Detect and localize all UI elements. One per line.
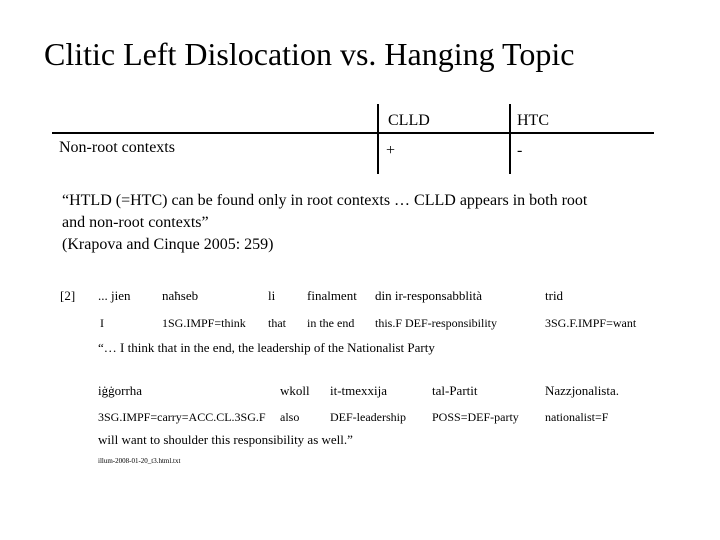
example-translation-1: “… I think that in the end, the leadership of the Nationalist Party bbox=[98, 340, 435, 355]
example-word: li bbox=[268, 288, 276, 303]
table-divider-1 bbox=[377, 104, 379, 174]
table-divider-2 bbox=[509, 104, 511, 174]
example-gloss: 3SG.F.IMPF=want bbox=[545, 316, 637, 330]
example-gloss: that bbox=[268, 316, 286, 330]
example-gloss: 1SG.IMPF=think bbox=[162, 316, 246, 330]
example-word: din ir-responsabblità bbox=[375, 288, 482, 303]
slide-title: Clitic Left Dislocation vs. Hanging Topic bbox=[44, 36, 575, 72]
example-gloss: POSS=DEF-party bbox=[432, 410, 519, 424]
example-gloss: this.F DEF-responsibility bbox=[375, 316, 498, 330]
example-gloss: also bbox=[280, 410, 300, 424]
table-cell-htc: - bbox=[517, 142, 523, 159]
example-gloss: in the end bbox=[307, 316, 355, 330]
example-gloss: nationalist=F bbox=[545, 410, 609, 424]
table-header-rule bbox=[52, 132, 654, 134]
table-header-htc: HTC bbox=[517, 112, 549, 129]
quote-line-2: and non-root contexts” bbox=[62, 214, 209, 231]
quote-citation: (Krapova and Cinque 2005: 259) bbox=[62, 236, 274, 253]
quote-block bbox=[62, 190, 692, 256]
table-row-label: Non-root contexts bbox=[59, 139, 175, 156]
example-number: [2] bbox=[60, 288, 76, 303]
quote-line-1: “HTLD (=HTC) can be found only in root contexts … CLLD appears in both root bbox=[62, 192, 588, 209]
example-word: ... jien bbox=[98, 288, 131, 303]
example-word: trid bbox=[545, 288, 564, 303]
example-gloss: 3SG.IMPF=carry=ACC.CL.3SG.F bbox=[98, 410, 266, 424]
example-source: illum-2008-01-20_t3.html.txt bbox=[98, 457, 181, 465]
table-cell-clld: + bbox=[386, 142, 396, 159]
example-word: tal-Partit bbox=[432, 383, 478, 398]
example-gloss: I bbox=[100, 316, 104, 330]
example-word: naħseb bbox=[162, 288, 199, 303]
example-gloss: DEF-leadership bbox=[330, 410, 406, 424]
example-word: Nazzjonalista. bbox=[545, 383, 619, 398]
example-word: finalment bbox=[307, 288, 357, 303]
table-header-clld: CLLD bbox=[388, 112, 430, 129]
example-word: it-tmexxija bbox=[330, 383, 388, 398]
example-translation-2: will want to shoulder this responsibility as well.” bbox=[98, 432, 353, 447]
example-word: iġġorrha bbox=[98, 383, 143, 398]
example-word: wkoll bbox=[280, 383, 310, 398]
